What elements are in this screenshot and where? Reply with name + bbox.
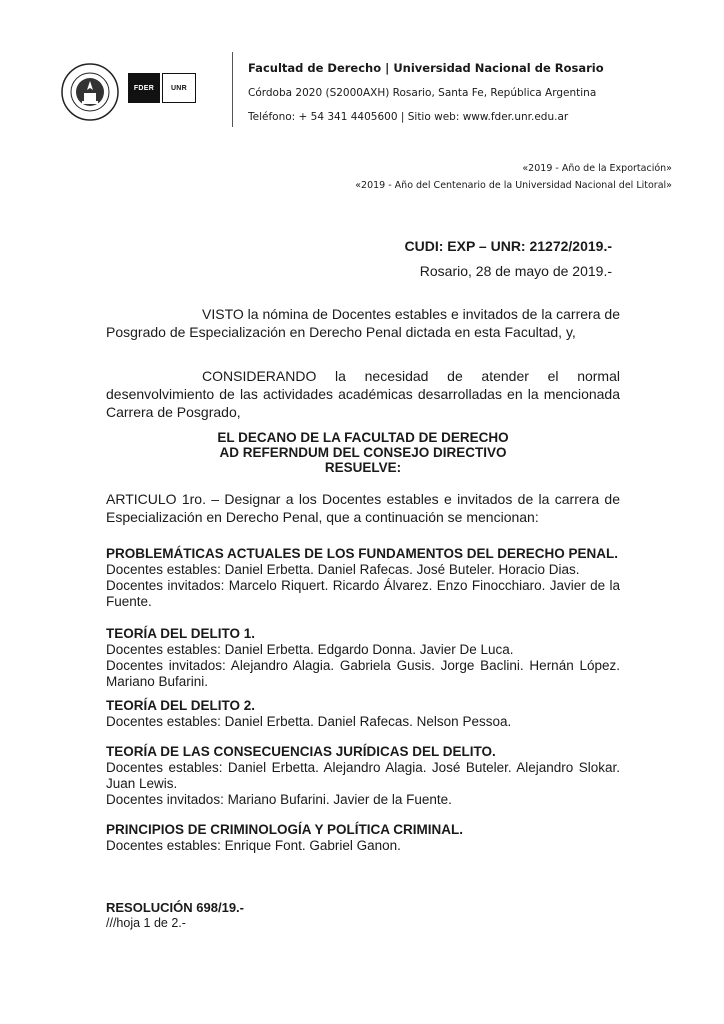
place-date: Rosario, 28 de mayo de 2019.- xyxy=(419,263,612,279)
articulo-paragraph: ARTICULO 1ro. – Designar a los Docentes estables e invitados de la carrera de Especialización en Derecho Penal, que a continuación se mencionan: xyxy=(106,491,620,525)
header-contact: Teléfono: + 54 341 4405600 | Sitio web: www.fder.unr.edu.ar xyxy=(248,111,569,123)
header-divider xyxy=(232,52,233,127)
motto-line: «2019 - Año del Centenario de la Universidad Nacional del Litoral» xyxy=(355,180,672,191)
invited-teachers: Docentes invitados: Marcelo Riquert. Ricardo Álvarez. Enzo Finocchiaro. Javier de la Fuente. xyxy=(106,578,620,609)
stable-teachers: Docentes estables: Daniel Erbetta. Daniel Rafecas. Nelson Pessoa. xyxy=(106,714,512,729)
university-seal-icon xyxy=(60,62,120,122)
invited-teachers: Docentes invitados: Alejandro Alagia. Gabriela Gusis. Jorge Baclini. Hernán López. Mariano Bufarini. xyxy=(106,658,620,689)
stable-teachers: Docentes estables: Enrique Font. Gabriel Ganon. xyxy=(106,838,401,853)
considerando-paragraph xyxy=(106,367,620,421)
course-title: TEORÍA DE LAS CONSECUENCIAS JURÍDICAS DEL DELITO. xyxy=(106,744,496,759)
header-title: Facultad de Derecho | Universidad Nacional de Rosario xyxy=(248,61,604,75)
course-title: PROBLEMÁTICAS ACTUALES DE LOS FUNDAMENTOS DEL DERECHO PENAL. xyxy=(106,546,619,561)
course-section xyxy=(106,698,620,730)
page-indicator: ///hoja 1 de 2.- xyxy=(106,916,186,930)
fder-logo: FDER xyxy=(128,73,160,103)
resolution-number: RESOLUCIÓN 698/19.- xyxy=(106,900,244,915)
course-section xyxy=(106,744,620,808)
resolve-line-3: RESUELVE: xyxy=(324,460,402,475)
course-title: TEORÍA DEL DELITO 1. xyxy=(106,626,256,641)
motto-line: «2019 - Año de la Exportación» xyxy=(522,163,672,174)
stable-teachers: Docentes estables: Daniel Erbetta. Edgardo Donna. Javier De Luca. xyxy=(106,642,514,657)
course-section xyxy=(106,822,620,854)
invited-teachers: Docentes invitados: Mariano Bufarini. Javier de la Fuente. xyxy=(106,792,452,807)
course-section xyxy=(106,626,620,690)
resolve-heading xyxy=(106,430,620,475)
course-section xyxy=(106,546,620,610)
considerando-text: CONSIDERANDO la necesidad de atender el normal desenvolvimiento de las actividades académicas desarrolladas en la mencionada Carrera de Posgrado, xyxy=(106,368,620,420)
file-reference: CUDI: EXP – UNR: 21272/2019.- xyxy=(404,238,612,254)
header-address: Córdoba 2020 (S2000AXH) Rosario, Santa Fe, República Argentina xyxy=(248,87,597,99)
visto-text: VISTO la nómina de Docentes estables e invitados de la carrera de Posgrado de Especialización en Derecho Penal dictada en esta Facultad, y, xyxy=(106,306,620,340)
resolve-line-2: AD REFERNDUM DEL CONSEJO DIRECTIVO xyxy=(219,445,507,460)
stable-teachers: Docentes estables: Daniel Erbetta. Daniel Rafecas. José Buteler. Horacio Dias. xyxy=(106,562,580,577)
stable-teachers: Docentes estables: Daniel Erbetta. Alejandro Alagia. José Buteler. Alejandro Slokar. Juan Lewis. xyxy=(106,760,620,791)
unr-logo: UNR xyxy=(162,73,196,103)
course-title: PRINCIPIOS DE CRIMINOLOGÍA Y POLÍTICA CRIMINAL. xyxy=(106,822,464,837)
visto-paragraph xyxy=(106,305,620,341)
course-title: TEORÍA DEL DELITO 2. xyxy=(106,698,256,713)
resolve-line-1: EL DECANO DE LA FACULTAD DE DERECHO xyxy=(217,430,509,445)
